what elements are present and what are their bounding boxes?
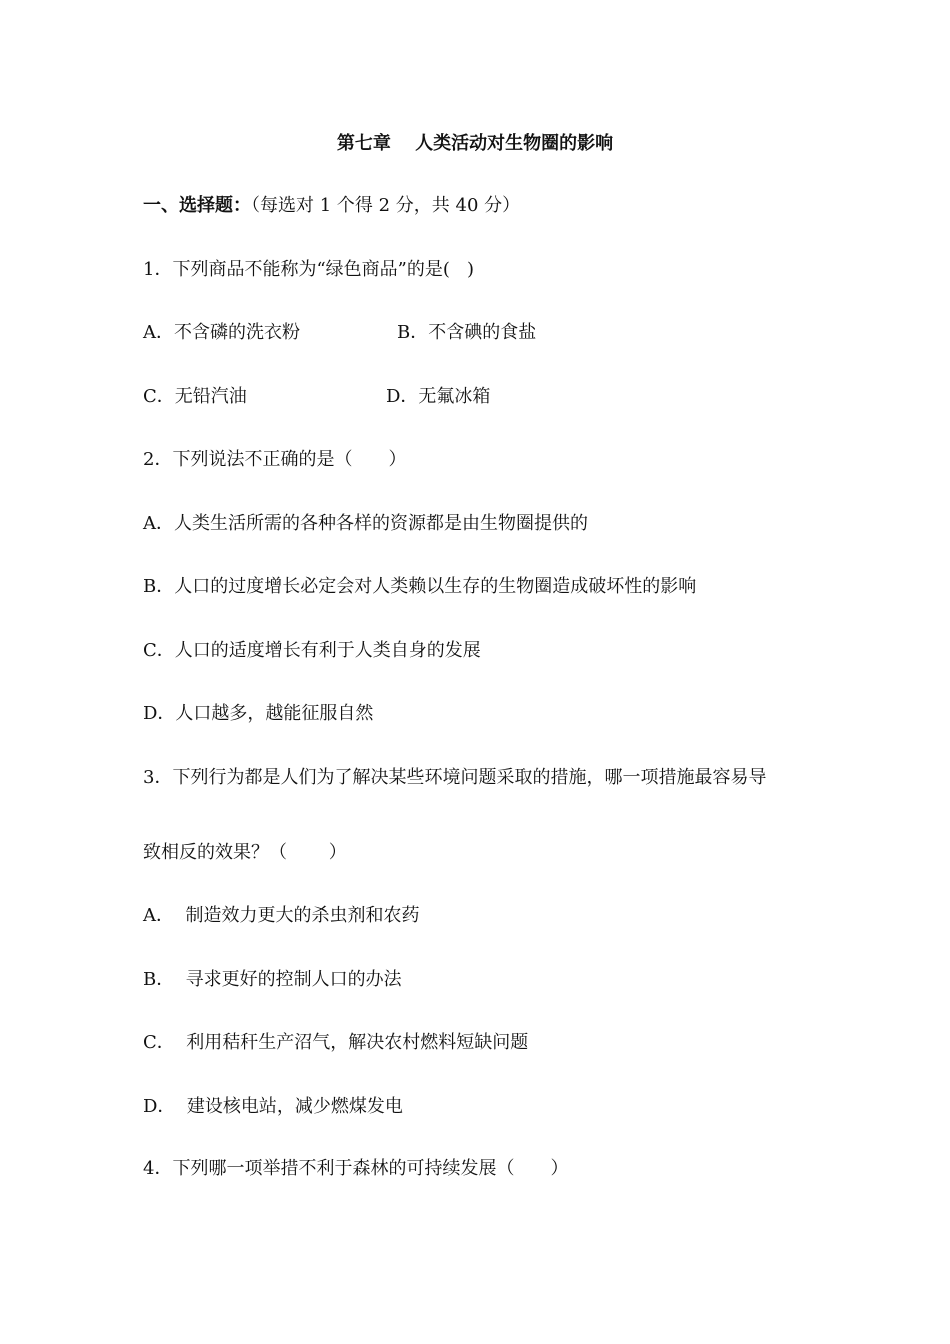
question-1-option-c: C．无铅汽油 bbox=[143, 386, 247, 407]
question-1-stem: 1．下列商品不能称为“绿色商品”的是( ) bbox=[143, 259, 475, 280]
question-3-option-c: C． 利用秸秆生产沼气，解决农村燃料短缺问题 bbox=[143, 1032, 529, 1053]
question-3-stem-line2: 致相反的效果？（ ） bbox=[143, 842, 347, 863]
section-note: （每选对 1 个得 2 分，共 40 分） bbox=[251, 195, 521, 216]
question-2-option-c: C．人口的适度增长有利于人类自身的发展 bbox=[143, 640, 481, 661]
section-heading-line bbox=[143, 194, 520, 218]
question-1-option-b: B．不含碘的食盐 bbox=[397, 322, 537, 343]
question-3-stem-line1: 3．下列行为都是人们为了解决某些环境问题采取的措施，哪一项措施最容易导 bbox=[143, 767, 767, 788]
question-3-option-a: A． 制造效力更大的杀虫剂和农药 bbox=[143, 905, 420, 926]
question-3-option-d: D． 建设核电站，减少燃煤发电 bbox=[143, 1096, 403, 1117]
page-title: 第七章 人类活动对生物圈的影响 bbox=[336, 133, 614, 154]
question-2-option-d: D．人口越多，越能征服自然 bbox=[143, 703, 374, 724]
question-1-option-a: A．不含磷的洗衣粉 bbox=[143, 322, 300, 343]
question-2-stem: 2．下列说法不正确的是（ ） bbox=[143, 449, 407, 470]
question-2-option-a: A．人类生活所需的各种各样的资源都是由生物圈提供的 bbox=[143, 513, 588, 534]
question-4-stem: 4．下列哪一项举措不利于森林的可持续发展（ ） bbox=[143, 1158, 569, 1179]
question-1-option-d: D．无氟冰箱 bbox=[386, 386, 491, 407]
question-2-option-b: B．人口的过度增长必定会对人类赖以生存的生物圈造成破坏性的影响 bbox=[143, 576, 697, 597]
section-heading: 一、选择题： bbox=[143, 195, 251, 216]
question-3-option-b: B． 寻求更好的控制人口的办法 bbox=[143, 969, 402, 990]
